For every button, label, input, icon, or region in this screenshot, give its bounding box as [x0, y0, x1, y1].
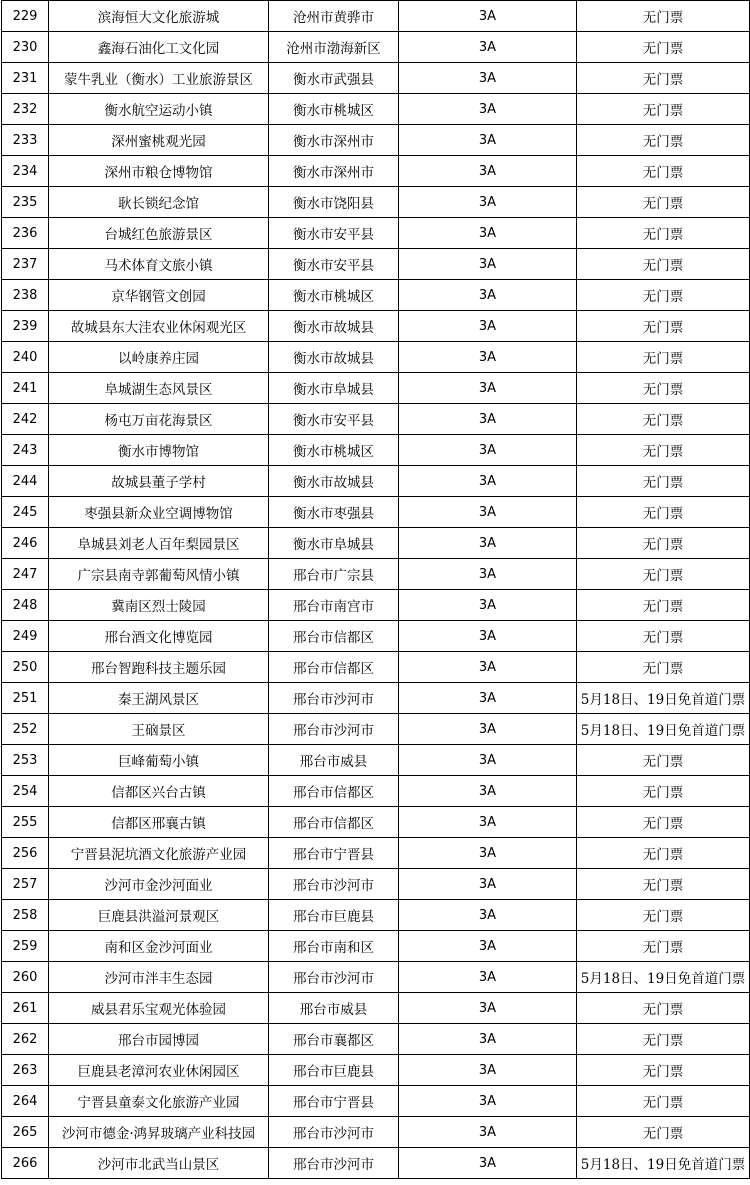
scenic-spot-name-cell: 阜城县刘老人百年梨园景区	[49, 528, 269, 559]
rating-cell: 3A	[399, 1086, 577, 1117]
row-number-cell: 242	[2, 404, 49, 435]
scenic-spot-name-cell: 威县君乐宝观光体验园	[49, 993, 269, 1024]
ticket-policy-cell: 无门票	[577, 931, 750, 962]
row-number-cell: 229	[2, 1, 49, 32]
rating-cell: 3A	[399, 838, 577, 869]
row-number-cell: 247	[2, 559, 49, 590]
location-cell: 邢台市南宫市	[269, 590, 399, 621]
table-row	[2, 435, 750, 466]
scenic-spot-name-cell: 巨鹿县洪溢河景观区	[49, 900, 269, 931]
row-number-cell: 243	[2, 435, 49, 466]
ticket-policy-cell: 无门票	[577, 590, 750, 621]
scenic-spot-name-cell: 深州市粮仓博物馆	[49, 156, 269, 187]
ticket-policy-cell: 无门票	[577, 652, 750, 683]
rating-cell: 3A	[399, 311, 577, 342]
location-cell: 邢台市宁晋县	[269, 838, 399, 869]
table-row	[2, 218, 750, 249]
row-number-cell: 241	[2, 373, 49, 404]
table-row	[2, 156, 750, 187]
rating-cell: 3A	[399, 373, 577, 404]
row-number-cell: 245	[2, 497, 49, 528]
rating-cell: 3A	[399, 528, 577, 559]
scenic-spot-name-cell: 以岭康养庄园	[49, 342, 269, 373]
ticket-policy-cell: 无门票	[577, 776, 750, 807]
location-cell: 衡水市桃城区	[269, 94, 399, 125]
rating-cell: 3A	[399, 63, 577, 94]
scenic-spot-name-cell: 滨海恒大文化旅游城	[49, 1, 269, 32]
table-row	[2, 342, 750, 373]
rating-cell: 3A	[399, 1117, 577, 1148]
location-cell: 邢台市巨鹿县	[269, 900, 399, 931]
table-row	[2, 94, 750, 125]
scenic-spot-name-cell: 信都区邢襄古镇	[49, 807, 269, 838]
table-row	[2, 714, 750, 745]
table-row	[2, 311, 750, 342]
rating-cell: 3A	[399, 404, 577, 435]
scenic-spot-name-cell: 邢台酒文化博览园	[49, 621, 269, 652]
ticket-policy-cell: 5月18日、19日免首道门票	[577, 962, 750, 993]
ticket-policy-cell: 无门票	[577, 466, 750, 497]
location-cell: 邢台市沙河市	[269, 1117, 399, 1148]
scenic-spot-name-cell: 巨峰葡萄小镇	[49, 745, 269, 776]
scenic-spot-name-cell: 杨屯万亩花海景区	[49, 404, 269, 435]
ticket-policy-cell: 无门票	[577, 156, 750, 187]
scenic-spot-name-cell: 沙河市金沙河面业	[49, 869, 269, 900]
row-number-cell: 240	[2, 342, 49, 373]
rating-cell: 3A	[399, 993, 577, 1024]
table-row	[2, 559, 750, 590]
location-cell: 衡水市桃城区	[269, 435, 399, 466]
scenic-spot-name-cell: 广宗县南寺郭葡萄风情小镇	[49, 559, 269, 590]
location-cell: 衡水市故城县	[269, 311, 399, 342]
scenic-spot-name-cell: 枣强县新众业空调博物馆	[49, 497, 269, 528]
rating-cell: 3A	[399, 32, 577, 63]
table-row	[2, 373, 750, 404]
table-row	[2, 249, 750, 280]
ticket-policy-cell: 无门票	[577, 1117, 750, 1148]
location-cell: 邢台市巨鹿县	[269, 1055, 399, 1086]
row-number-cell: 251	[2, 683, 49, 714]
location-cell: 邢台市沙河市	[269, 1148, 399, 1179]
ticket-policy-cell: 无门票	[577, 1055, 750, 1086]
rating-cell: 3A	[399, 559, 577, 590]
row-number-cell: 231	[2, 63, 49, 94]
table-row	[2, 1148, 750, 1179]
scenic-spot-name-cell: 宁晋县泥坑酒文化旅游产业园	[49, 838, 269, 869]
scenic-spot-name-cell: 故城县东大洼农业休闲观光区	[49, 311, 269, 342]
location-cell: 邢台市威县	[269, 745, 399, 776]
scenic-spot-name-cell: 秦王湖风景区	[49, 683, 269, 714]
rating-cell: 3A	[399, 125, 577, 156]
scenic-spot-name-cell: 冀南区烈士陵园	[49, 590, 269, 621]
ticket-policy-cell: 无门票	[577, 63, 750, 94]
rating-cell: 3A	[399, 94, 577, 125]
row-number-cell: 256	[2, 838, 49, 869]
rating-cell: 3A	[399, 714, 577, 745]
scenic-spot-name-cell: 南和区金沙河面业	[49, 931, 269, 962]
row-number-cell: 238	[2, 280, 49, 311]
rating-cell: 3A	[399, 807, 577, 838]
scenic-spot-name-cell: 沙河市泮丰生态园	[49, 962, 269, 993]
scenic-spot-name-cell: 衡水市博物馆	[49, 435, 269, 466]
table-row	[2, 683, 750, 714]
location-cell: 沧州市渤海新区	[269, 32, 399, 63]
ticket-policy-cell: 无门票	[577, 745, 750, 776]
ticket-policy-cell: 无门票	[577, 559, 750, 590]
ticket-policy-cell: 无门票	[577, 218, 750, 249]
ticket-policy-cell: 无门票	[577, 342, 750, 373]
ticket-policy-cell: 无门票	[577, 435, 750, 466]
location-cell: 衡水市枣强县	[269, 497, 399, 528]
rating-cell: 3A	[399, 776, 577, 807]
location-cell: 邢台市沙河市	[269, 869, 399, 900]
rating-cell: 3A	[399, 590, 577, 621]
ticket-policy-cell: 无门票	[577, 621, 750, 652]
scenic-spot-name-cell: 王硇景区	[49, 714, 269, 745]
row-number-cell: 250	[2, 652, 49, 683]
ticket-policy-cell: 无门票	[577, 187, 750, 218]
table-row	[2, 1024, 750, 1055]
location-cell: 衡水市武强县	[269, 63, 399, 94]
scenic-spot-name-cell: 衡水航空运动小镇	[49, 94, 269, 125]
scenic-spot-name-cell: 台城红色旅游景区	[49, 218, 269, 249]
ticket-policy-cell: 5月18日、19日免首道门票	[577, 1148, 750, 1179]
table-row	[2, 1055, 750, 1086]
row-number-cell: 235	[2, 187, 49, 218]
rating-cell: 3A	[399, 249, 577, 280]
row-number-cell: 259	[2, 931, 49, 962]
row-number-cell: 239	[2, 311, 49, 342]
scenic-spots-table	[1, 0, 750, 1179]
location-cell: 衡水市安平县	[269, 218, 399, 249]
rating-cell: 3A	[399, 280, 577, 311]
row-number-cell: 264	[2, 1086, 49, 1117]
scenic-spot-name-cell: 沙河市德金·鸿昇玻璃产业科技园	[49, 1117, 269, 1148]
row-number-cell: 246	[2, 528, 49, 559]
row-number-cell: 255	[2, 807, 49, 838]
table-body	[2, 1, 750, 1179]
location-cell: 衡水市饶阳县	[269, 187, 399, 218]
rating-cell: 3A	[399, 218, 577, 249]
scenic-spot-name-cell: 邢台市园博园	[49, 1024, 269, 1055]
row-number-cell: 237	[2, 249, 49, 280]
row-number-cell: 248	[2, 590, 49, 621]
table-row	[2, 900, 750, 931]
location-cell: 衡水市桃城区	[269, 280, 399, 311]
location-cell: 衡水市安平县	[269, 249, 399, 280]
scenic-spot-name-cell: 马术体育文旅小镇	[49, 249, 269, 280]
ticket-policy-cell: 无门票	[577, 1086, 750, 1117]
rating-cell: 3A	[399, 745, 577, 776]
location-cell: 邢台市沙河市	[269, 962, 399, 993]
rating-cell: 3A	[399, 435, 577, 466]
rating-cell: 3A	[399, 900, 577, 931]
scenic-spot-name-cell: 信都区兴台古镇	[49, 776, 269, 807]
rating-cell: 3A	[399, 869, 577, 900]
location-cell: 邢台市信都区	[269, 807, 399, 838]
row-number-cell: 230	[2, 32, 49, 63]
row-number-cell: 252	[2, 714, 49, 745]
rating-cell: 3A	[399, 466, 577, 497]
ticket-policy-cell: 无门票	[577, 807, 750, 838]
table-row	[2, 869, 750, 900]
rating-cell: 3A	[399, 1055, 577, 1086]
table-row	[2, 993, 750, 1024]
ticket-policy-cell: 无门票	[577, 528, 750, 559]
ticket-policy-cell: 无门票	[577, 1, 750, 32]
location-cell: 邢台市沙河市	[269, 714, 399, 745]
row-number-cell: 263	[2, 1055, 49, 1086]
rating-cell: 3A	[399, 621, 577, 652]
location-cell: 衡水市深州市	[269, 156, 399, 187]
table-row	[2, 280, 750, 311]
table-row	[2, 962, 750, 993]
ticket-policy-cell: 无门票	[577, 373, 750, 404]
rating-cell: 3A	[399, 683, 577, 714]
scenic-spot-name-cell: 深州蜜桃观光园	[49, 125, 269, 156]
ticket-policy-cell: 无门票	[577, 900, 750, 931]
rating-cell: 3A	[399, 342, 577, 373]
location-cell: 邢台市威县	[269, 993, 399, 1024]
location-cell: 邢台市宁晋县	[269, 1086, 399, 1117]
rating-cell: 3A	[399, 1024, 577, 1055]
location-cell: 衡水市故城县	[269, 342, 399, 373]
table-row	[2, 528, 750, 559]
ticket-policy-cell: 无门票	[577, 869, 750, 900]
table-row	[2, 776, 750, 807]
scenic-spot-name-cell: 沙河市北武当山景区	[49, 1148, 269, 1179]
location-cell: 衡水市深州市	[269, 125, 399, 156]
scenic-spot-name-cell: 宁晋县童泰文化旅游产业园	[49, 1086, 269, 1117]
rating-cell: 3A	[399, 931, 577, 962]
table-row	[2, 1086, 750, 1117]
ticket-policy-cell: 无门票	[577, 497, 750, 528]
table-row	[2, 745, 750, 776]
location-cell: 邢台市沙河市	[269, 683, 399, 714]
ticket-policy-cell: 无门票	[577, 280, 750, 311]
rating-cell: 3A	[399, 1, 577, 32]
table-row	[2, 621, 750, 652]
row-number-cell: 234	[2, 156, 49, 187]
scenic-spot-name-cell: 鑫海石油化工文化园	[49, 32, 269, 63]
location-cell: 衡水市阜城县	[269, 373, 399, 404]
ticket-policy-cell: 无门票	[577, 32, 750, 63]
table-row	[2, 1, 750, 32]
ticket-policy-cell: 无门票	[577, 993, 750, 1024]
table-row	[2, 497, 750, 528]
row-number-cell: 253	[2, 745, 49, 776]
scenic-spot-name-cell: 蒙牛乳业（衡水）工业旅游景区	[49, 63, 269, 94]
ticket-policy-cell: 无门票	[577, 311, 750, 342]
rating-cell: 3A	[399, 497, 577, 528]
ticket-policy-cell: 5月18日、19日免首道门票	[577, 714, 750, 745]
ticket-policy-cell: 无门票	[577, 404, 750, 435]
rating-cell: 3A	[399, 652, 577, 683]
row-number-cell: 233	[2, 125, 49, 156]
rating-cell: 3A	[399, 187, 577, 218]
table-row	[2, 466, 750, 497]
table-row	[2, 652, 750, 683]
row-number-cell: 254	[2, 776, 49, 807]
table-row	[2, 63, 750, 94]
scenic-spot-name-cell: 故城县董子学村	[49, 466, 269, 497]
ticket-policy-cell: 5月18日、19日免首道门票	[577, 683, 750, 714]
location-cell: 衡水市阜城县	[269, 528, 399, 559]
table-row	[2, 125, 750, 156]
scenic-spot-name-cell: 耿长锁纪念馆	[49, 187, 269, 218]
scenic-spot-name-cell: 京华钢管文创园	[49, 280, 269, 311]
row-number-cell: 266	[2, 1148, 49, 1179]
row-number-cell: 257	[2, 869, 49, 900]
row-number-cell: 265	[2, 1117, 49, 1148]
table-row	[2, 187, 750, 218]
location-cell: 邢台市信都区	[269, 621, 399, 652]
table-row	[2, 404, 750, 435]
ticket-policy-cell: 无门票	[577, 1024, 750, 1055]
table-row	[2, 838, 750, 869]
location-cell: 邢台市南和区	[269, 931, 399, 962]
location-cell: 邢台市广宗县	[269, 559, 399, 590]
row-number-cell: 249	[2, 621, 49, 652]
row-number-cell: 262	[2, 1024, 49, 1055]
row-number-cell: 260	[2, 962, 49, 993]
location-cell: 沧州市黄骅市	[269, 1, 399, 32]
location-cell: 邢台市信都区	[269, 776, 399, 807]
row-number-cell: 244	[2, 466, 49, 497]
ticket-policy-cell: 无门票	[577, 249, 750, 280]
table-row	[2, 32, 750, 63]
rating-cell: 3A	[399, 962, 577, 993]
location-cell: 邢台市襄都区	[269, 1024, 399, 1055]
ticket-policy-cell: 无门票	[577, 94, 750, 125]
rating-cell: 3A	[399, 156, 577, 187]
table-row	[2, 807, 750, 838]
row-number-cell: 236	[2, 218, 49, 249]
row-number-cell: 232	[2, 94, 49, 125]
ticket-policy-cell: 无门票	[577, 838, 750, 869]
scenic-spot-name-cell: 邢台智跑科技主题乐园	[49, 652, 269, 683]
row-number-cell: 261	[2, 993, 49, 1024]
location-cell: 衡水市故城县	[269, 466, 399, 497]
scenic-spot-name-cell: 巨鹿县老漳河农业休闲园区	[49, 1055, 269, 1086]
location-cell: 衡水市安平县	[269, 404, 399, 435]
row-number-cell: 258	[2, 900, 49, 931]
scenic-spot-name-cell: 阜城湖生态风景区	[49, 373, 269, 404]
table-row	[2, 1117, 750, 1148]
table-row	[2, 590, 750, 621]
ticket-policy-cell: 无门票	[577, 125, 750, 156]
rating-cell: 3A	[399, 1148, 577, 1179]
table-row	[2, 931, 750, 962]
location-cell: 邢台市信都区	[269, 652, 399, 683]
